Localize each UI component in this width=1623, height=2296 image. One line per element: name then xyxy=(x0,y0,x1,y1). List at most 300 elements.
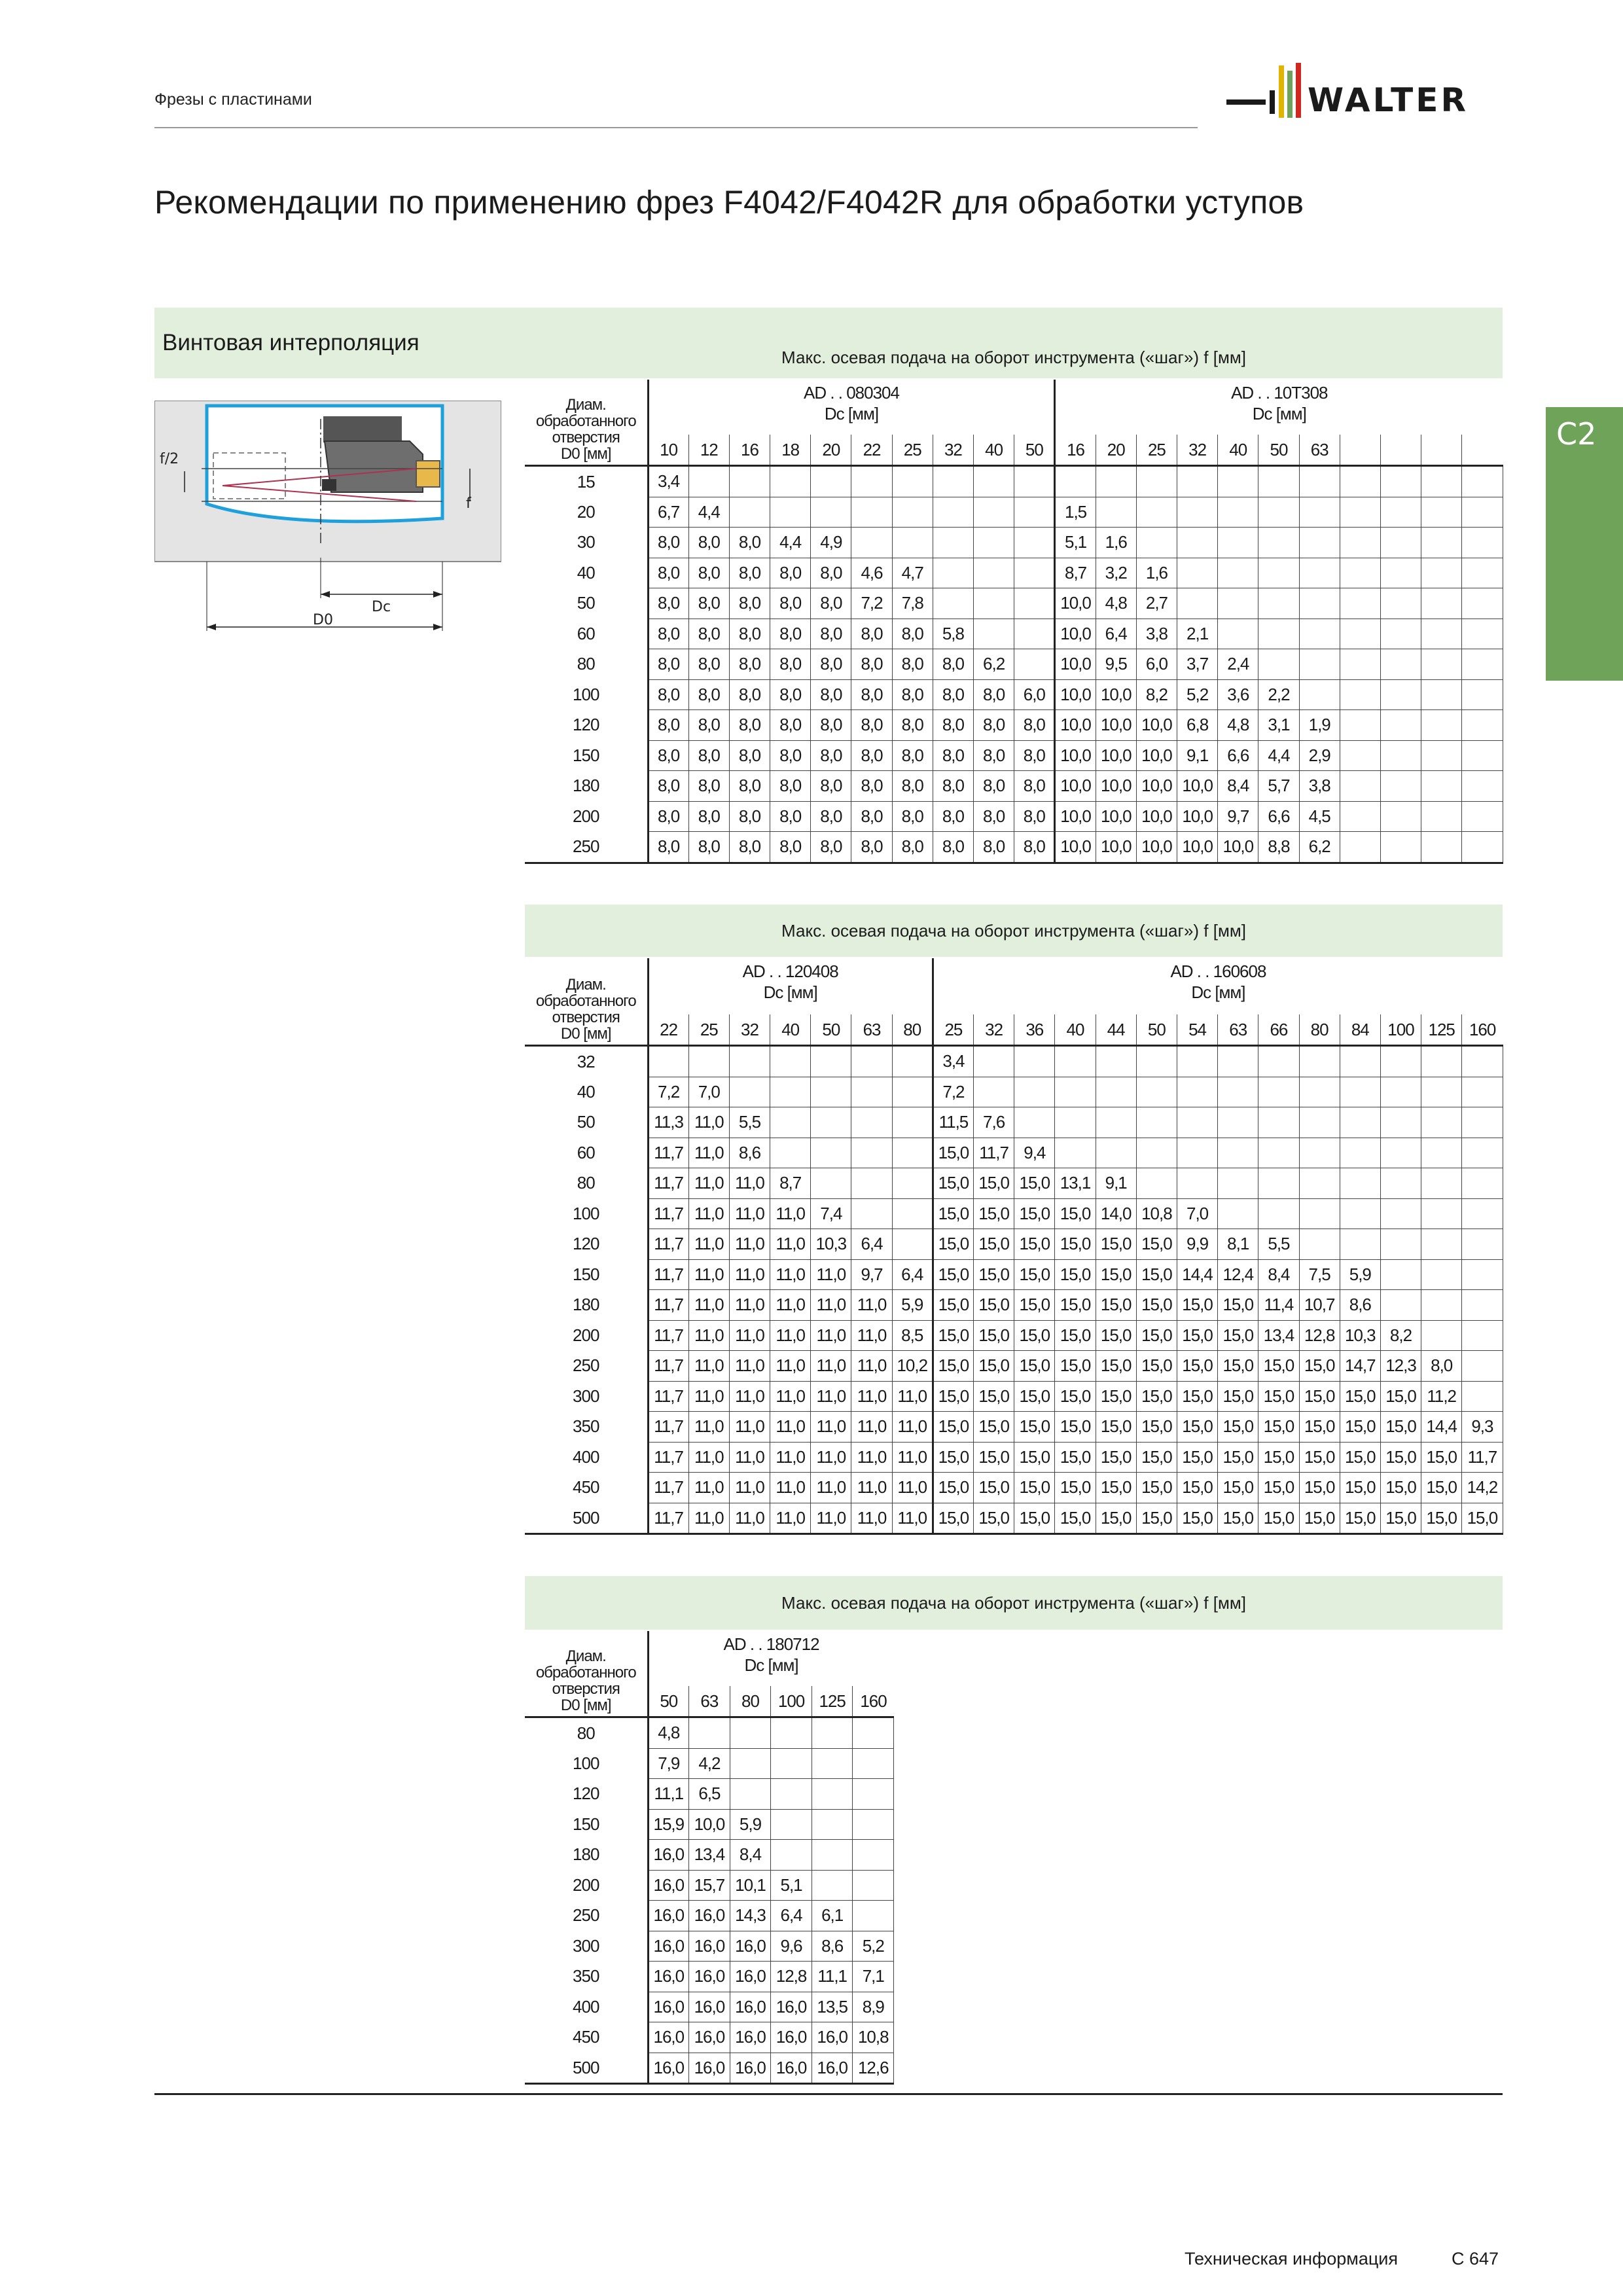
feed-value-cell: 11,0 xyxy=(892,1473,933,1503)
feed-value-cell: 10,3 xyxy=(1340,1320,1380,1351)
feed-value-cell: 15,0 xyxy=(1014,1198,1055,1229)
dc-column-header: 50 xyxy=(811,1014,851,1046)
feed-value-cell: 11,0 xyxy=(688,1107,729,1138)
row-d0: 20 xyxy=(525,497,648,528)
feed-value-cell: 8,0 xyxy=(811,588,851,619)
table-row xyxy=(525,1198,1503,1229)
row-header-label: Диам. обработанного отверстия D0 [мм] xyxy=(525,1631,648,1717)
feed-value-cell xyxy=(853,1840,894,1871)
feed-value-cell: 8,0 xyxy=(770,710,811,741)
feed-value-cell xyxy=(933,497,973,528)
feed-value-cell xyxy=(1258,497,1299,528)
feed-value-cell xyxy=(1258,1077,1299,1107)
dc-column-header: 50 xyxy=(1258,435,1299,466)
feed-value-cell xyxy=(688,1046,729,1077)
feed-value-cell: 5,9 xyxy=(730,1809,771,1840)
row-d0: 500 xyxy=(525,2053,648,2084)
feed-value-cell xyxy=(1421,1107,1462,1138)
feed-value-cell xyxy=(771,1748,812,1779)
feed-value-cell: 15,0 xyxy=(1055,1229,1096,1260)
feed-value-cell xyxy=(1177,1077,1217,1107)
chapter-tab xyxy=(1546,407,1623,681)
feed-value-cell xyxy=(1014,558,1055,588)
feed-value-cell: 15,0 xyxy=(1136,1473,1177,1503)
feed-value-cell xyxy=(1299,1198,1340,1229)
feed-value-cell: 8,0 xyxy=(1014,801,1055,832)
row-d0: 400 xyxy=(525,1442,648,1473)
feed-value-cell: 16,0 xyxy=(730,1992,771,2022)
feed-value-cell: 8,0 xyxy=(811,710,851,741)
feed-value-cell: 15,0 xyxy=(1055,1198,1096,1229)
feed-value-cell: 2,7 xyxy=(1136,588,1177,619)
feed-value-cell: 11,0 xyxy=(729,1442,770,1473)
feed-value-cell: 8,0 xyxy=(1421,1351,1462,1382)
feed-value-cell xyxy=(1421,466,1462,497)
feed-value-cell: 11,0 xyxy=(729,1259,770,1290)
feed-value-cell: 8,0 xyxy=(648,649,688,680)
feed-value-cell xyxy=(1462,466,1503,497)
feed-value-cell: 15,0 xyxy=(1218,1351,1258,1382)
feed-value-cell: 8,0 xyxy=(851,740,892,771)
feed-value-cell xyxy=(1177,1168,1217,1199)
feed-value-cell: 8,0 xyxy=(648,832,688,863)
feed-value-cell xyxy=(1096,1138,1136,1168)
feed-value-cell xyxy=(771,1717,812,1749)
feed-value-cell: 11,0 xyxy=(811,1442,851,1473)
feed-value-cell: 15,0 xyxy=(1055,1503,1096,1534)
feed-table xyxy=(525,958,1503,1535)
feed-value-cell xyxy=(1421,497,1462,528)
feed-value-cell xyxy=(974,1046,1014,1077)
table-row xyxy=(525,1107,1503,1138)
feed-value-cell: 11,0 xyxy=(851,1351,892,1382)
dc-column-header: 32 xyxy=(933,435,973,466)
feed-value-cell xyxy=(1421,1229,1462,1260)
feed-value-cell: 15,0 xyxy=(1055,1290,1096,1321)
feed-value-cell: 11,7 xyxy=(648,1229,688,1260)
feed-value-cell xyxy=(811,466,851,497)
feed-value-cell: 2,9 xyxy=(1299,740,1340,771)
feed-value-cell xyxy=(1218,497,1258,528)
feed-value-cell: 7,1 xyxy=(853,1962,894,1992)
feed-value-cell xyxy=(1421,1320,1462,1351)
feed-value-cell: 15,0 xyxy=(1096,1442,1136,1473)
feed-value-cell xyxy=(1218,1138,1258,1168)
dc-column-header: 160 xyxy=(853,1686,894,1717)
feed-value-cell: 15,0 xyxy=(1055,1351,1096,1382)
feed-value-cell: 9,4 xyxy=(1014,1138,1055,1168)
feed-value-cell: 11,0 xyxy=(851,1290,892,1321)
feed-value-cell: 15,0 xyxy=(1218,1503,1258,1534)
table-row xyxy=(525,1931,894,1962)
feed-value-cell xyxy=(730,1748,771,1779)
feed-value-cell xyxy=(1462,1107,1503,1138)
feed-value-cell: 16,0 xyxy=(771,2022,812,2053)
feed-value-cell: 8,0 xyxy=(688,710,729,741)
feed-value-cell: 15,0 xyxy=(1055,1259,1096,1290)
feed-value-cell: 15,0 xyxy=(1136,1351,1177,1382)
feed-value-cell: 8,0 xyxy=(974,679,1014,710)
dc-column-header: 125 xyxy=(812,1686,853,1717)
feed-value-cell: 10,8 xyxy=(853,2022,894,2053)
feed-value-cell: 8,0 xyxy=(974,771,1014,802)
feed-value-cell: 6,7 xyxy=(648,497,688,528)
feed-value-cell: 15,0 xyxy=(1380,1381,1421,1412)
feed-value-cell: 8,0 xyxy=(851,649,892,680)
feed-value-cell: 5,1 xyxy=(771,1870,812,1901)
feed-value-cell: 8,0 xyxy=(892,832,933,863)
feed-value-cell: 10,8 xyxy=(1136,1198,1177,1229)
feed-value-cell xyxy=(811,497,851,528)
row-d0: 15 xyxy=(525,466,648,497)
feed-value-cell xyxy=(1380,1077,1421,1107)
feed-value-cell: 12,3 xyxy=(1380,1351,1421,1382)
feed-value-cell: 15,0 xyxy=(1177,1412,1217,1443)
feed-value-cell xyxy=(1014,497,1055,528)
feed-value-cell: 10,0 xyxy=(1055,771,1096,802)
feed-value-cell: 8,0 xyxy=(729,558,770,588)
feed-value-cell xyxy=(851,1077,892,1107)
feed-value-cell xyxy=(974,497,1014,528)
feed-value-cell xyxy=(1340,649,1380,680)
feed-value-cell xyxy=(1258,649,1299,680)
feed-value-cell xyxy=(851,1168,892,1199)
feed-value-cell: 8,0 xyxy=(688,649,729,680)
dc-column-header: 160 xyxy=(1462,1014,1503,1046)
feed-value-cell: 8,9 xyxy=(853,1992,894,2022)
row-d0: 500 xyxy=(525,1503,648,1534)
feed-value-cell xyxy=(1055,466,1096,497)
feed-value-cell: 15,0 xyxy=(974,1198,1014,1229)
feed-value-cell: 11,7 xyxy=(648,1198,688,1229)
dc-column-header: 25 xyxy=(933,1014,973,1046)
row-d0: 200 xyxy=(525,801,648,832)
feed-value-cell: 15,0 xyxy=(1299,1442,1340,1473)
feed-value-cell xyxy=(1340,679,1380,710)
feed-value-cell: 5,2 xyxy=(853,1931,894,1962)
feed-value-cell: 15,0 xyxy=(1177,1320,1217,1351)
feed-value-cell: 8,7 xyxy=(1055,558,1096,588)
feed-value-cell xyxy=(1136,497,1177,528)
feed-value-cell: 5,7 xyxy=(1258,771,1299,802)
feed-value-cell: 15,0 xyxy=(1177,1381,1217,1412)
feed-value-cell: 15,0 xyxy=(1014,1412,1055,1443)
dc-column-header: 63 xyxy=(689,1686,730,1717)
feed-value-cell: 10,0 xyxy=(1055,832,1096,863)
helical-interpolation-diagram xyxy=(154,401,501,643)
feed-value-cell xyxy=(1014,619,1055,649)
feed-value-cell xyxy=(851,466,892,497)
feed-value-cell xyxy=(1380,649,1421,680)
feed-value-cell xyxy=(1299,1046,1340,1077)
feed-value-cell xyxy=(1421,619,1462,649)
feed-value-cell xyxy=(1380,771,1421,802)
dc-column-header: 32 xyxy=(974,1014,1014,1046)
feed-value-cell: 4,5 xyxy=(1299,801,1340,832)
dc-column-header: 22 xyxy=(648,1014,688,1046)
feed-value-cell: 15,0 xyxy=(1014,1259,1055,1290)
feed-value-cell: 5,2 xyxy=(1177,679,1218,710)
feed-value-cell: 8,0 xyxy=(648,679,688,710)
table-row xyxy=(525,1901,894,1931)
table-row xyxy=(525,710,1503,741)
feed-value-cell xyxy=(851,497,892,528)
feed-value-cell: 15,0 xyxy=(1014,1473,1055,1503)
feed-value-cell: 15,0 xyxy=(933,1412,973,1443)
feed-value-cell: 8,0 xyxy=(933,740,973,771)
feed-value-cell xyxy=(1177,528,1218,558)
feed-value-cell: 15,0 xyxy=(1299,1473,1340,1503)
feed-value-cell: 15,0 xyxy=(1014,1381,1055,1412)
feed-value-cell xyxy=(1177,1107,1217,1138)
feed-value-cell xyxy=(1462,1290,1503,1321)
feed-value-cell: 15,0 xyxy=(1096,1351,1136,1382)
feed-value-cell: 10,0 xyxy=(1055,740,1096,771)
feed-value-cell xyxy=(1177,497,1218,528)
feed-value-cell: 14,4 xyxy=(1177,1259,1217,1290)
feed-value-cell: 8,0 xyxy=(729,528,770,558)
feed-value-cell xyxy=(1340,740,1380,771)
feed-value-cell xyxy=(812,1748,853,1779)
feed-value-cell xyxy=(1340,1168,1380,1199)
feed-value-cell xyxy=(1299,558,1340,588)
feed-value-cell xyxy=(853,1779,894,1810)
feed-value-cell: 11,0 xyxy=(688,1198,729,1229)
feed-value-cell xyxy=(1136,528,1177,558)
feed-value-cell: 10,0 xyxy=(1096,710,1136,741)
row-d0: 32 xyxy=(525,1046,648,1077)
feed-value-cell: 11,2 xyxy=(1421,1381,1462,1412)
table-row xyxy=(525,466,1503,497)
feed-value-cell: 10,0 xyxy=(1218,832,1258,863)
feed-value-cell: 9,1 xyxy=(1177,740,1218,771)
feed-value-cell xyxy=(892,466,933,497)
feed-value-cell: 1,6 xyxy=(1096,528,1136,558)
feed-value-cell xyxy=(1299,1107,1340,1138)
feed-value-cell: 9,7 xyxy=(1218,801,1258,832)
row-d0: 350 xyxy=(525,1412,648,1443)
feed-value-cell: 16,0 xyxy=(812,2022,853,2053)
feed-value-cell xyxy=(1299,1138,1340,1168)
feed-value-cell: 11,0 xyxy=(688,1290,729,1321)
row-d0: 150 xyxy=(525,1259,648,1290)
feed-value-cell: 15,0 xyxy=(933,1198,973,1229)
feed-value-cell: 11,0 xyxy=(688,1320,729,1351)
feed-value-cell xyxy=(1055,1046,1096,1077)
feed-value-cell: 8,0 xyxy=(933,679,973,710)
feed-value-cell: 10,7 xyxy=(1299,1290,1340,1321)
feed-value-cell xyxy=(933,558,973,588)
feed-value-cell: 8,0 xyxy=(892,771,933,802)
row-d0: 250 xyxy=(525,1351,648,1382)
feed-value-cell: 8,0 xyxy=(770,832,811,863)
table-row xyxy=(525,1870,894,1901)
feed-value-cell: 11,0 xyxy=(811,1381,851,1412)
feed-value-cell: 8,0 xyxy=(729,679,770,710)
feed-value-cell xyxy=(933,466,973,497)
feed-value-cell: 15,0 xyxy=(1340,1503,1380,1534)
feed-value-cell: 10,0 xyxy=(1177,832,1218,863)
table-row xyxy=(525,1229,1503,1260)
header-rule xyxy=(154,127,1198,128)
feed-value-cell: 8,0 xyxy=(974,801,1014,832)
feed-value-cell: 8,5 xyxy=(892,1320,933,1351)
feed-value-cell xyxy=(853,1870,894,1901)
table-row xyxy=(525,801,1503,832)
feed-value-cell: 1,6 xyxy=(1136,558,1177,588)
feed-value-cell xyxy=(1462,710,1503,741)
feed-value-cell: 15,0 xyxy=(1299,1351,1340,1382)
label-dc: Dc xyxy=(372,599,391,615)
feed-value-cell: 8,4 xyxy=(1258,1259,1299,1290)
feed-value-cell: 11,0 xyxy=(892,1503,933,1534)
feed-value-cell xyxy=(1299,1229,1340,1260)
feed-value-cell: 15,0 xyxy=(974,1168,1014,1199)
feed-value-cell: 8,0 xyxy=(729,619,770,649)
feed-value-cell xyxy=(933,588,973,619)
row-d0: 100 xyxy=(525,1198,648,1229)
feed-value-cell: 5,8 xyxy=(933,619,973,649)
feed-value-cell: 8,2 xyxy=(1136,679,1177,710)
table-row xyxy=(525,1442,1503,1473)
feed-value-cell xyxy=(892,1077,933,1107)
feed-value-cell xyxy=(1462,1198,1503,1229)
feed-value-cell: 11,0 xyxy=(688,1381,729,1412)
feed-value-cell: 11,0 xyxy=(688,1473,729,1503)
feed-value-cell xyxy=(811,1107,851,1138)
row-d0: 150 xyxy=(525,740,648,771)
feed-value-cell: 15,0 xyxy=(1421,1503,1462,1534)
feed-value-cell xyxy=(1421,649,1462,680)
feed-value-cell xyxy=(648,1046,688,1077)
feed-value-cell xyxy=(1340,528,1380,558)
feed-value-cell: 11,7 xyxy=(648,1320,688,1351)
feed-value-cell xyxy=(1380,801,1421,832)
row-d0: 100 xyxy=(525,679,648,710)
feed-value-cell: 8,0 xyxy=(729,649,770,680)
feed-value-cell: 8,1 xyxy=(1218,1229,1258,1260)
feed-value-cell: 10,0 xyxy=(1177,801,1218,832)
feed-value-cell: 8,0 xyxy=(688,679,729,710)
feed-value-cell xyxy=(1218,466,1258,497)
feed-value-cell: 15,0 xyxy=(1340,1473,1380,1503)
feed-value-cell xyxy=(812,1779,853,1810)
insert-group-header: AD . . 120408 Dc [мм] xyxy=(648,958,933,1014)
feed-value-cell: 15,0 xyxy=(1421,1442,1462,1473)
feed-value-cell: 6,5 xyxy=(689,1779,730,1810)
feed-value-cell xyxy=(892,1198,933,1229)
feed-value-cell: 11,0 xyxy=(729,1412,770,1443)
feed-value-cell: 11,0 xyxy=(729,1320,770,1351)
feed-value-cell xyxy=(1055,1107,1096,1138)
feed-value-cell: 11,0 xyxy=(729,1229,770,1260)
table-row xyxy=(525,1473,1503,1503)
feed-value-cell: 3,4 xyxy=(648,466,688,497)
feed-value-cell: 15,0 xyxy=(1014,1503,1055,1534)
feed-value-cell: 8,0 xyxy=(1014,740,1055,771)
feed-value-cell xyxy=(1299,619,1340,649)
table-row xyxy=(525,1748,894,1779)
feed-value-cell xyxy=(853,1717,894,1749)
table-row xyxy=(525,1046,1503,1077)
feed-value-cell: 11,7 xyxy=(648,1381,688,1412)
feed-value-cell: 12,8 xyxy=(1299,1320,1340,1351)
dc-column-header: 32 xyxy=(1177,435,1218,466)
dc-column-header: 100 xyxy=(1380,1014,1421,1046)
feed-value-cell: 15,0 xyxy=(974,1229,1014,1260)
feed-value-cell: 13,1 xyxy=(1055,1168,1096,1199)
feed-value-cell: 8,0 xyxy=(688,528,729,558)
feed-value-cell xyxy=(1421,1290,1462,1321)
feed-value-cell xyxy=(853,1809,894,1840)
header-category: Фрезы с пластинами xyxy=(154,90,312,109)
feed-value-cell: 6,6 xyxy=(1258,801,1299,832)
dc-column-header: 40 xyxy=(1218,435,1258,466)
feed-value-cell xyxy=(1014,588,1055,619)
feed-value-cell xyxy=(1340,466,1380,497)
feed-value-cell: 15,0 xyxy=(933,1473,973,1503)
feed-value-cell xyxy=(1462,1077,1503,1107)
feed-value-cell: 15,0 xyxy=(1299,1503,1340,1534)
table-row xyxy=(525,1290,1503,1321)
row-header-label: Диам. обработанного отверстия D0 [мм] xyxy=(525,958,648,1046)
feed-value-cell: 5,5 xyxy=(729,1107,770,1138)
feed-value-cell: 11,0 xyxy=(729,1168,770,1199)
feed-value-cell: 16,0 xyxy=(689,1901,730,1931)
feed-value-cell: 8,0 xyxy=(729,710,770,741)
feed-value-cell: 15,0 xyxy=(1055,1412,1096,1443)
feed-value-cell: 15,0 xyxy=(1055,1320,1096,1351)
walter-logo xyxy=(1226,62,1501,130)
feed-value-cell: 11,1 xyxy=(812,1962,853,1992)
feed-value-cell: 15,0 xyxy=(1299,1381,1340,1412)
feed-value-cell xyxy=(1177,558,1218,588)
feed-value-cell: 8,6 xyxy=(729,1138,770,1168)
feed-value-cell: 11,0 xyxy=(892,1442,933,1473)
feed-value-cell: 8,0 xyxy=(648,588,688,619)
feed-value-cell: 15,0 xyxy=(1096,1503,1136,1534)
feed-value-cell: 11,0 xyxy=(688,1229,729,1260)
feed-value-cell xyxy=(770,497,811,528)
feed-value-cell: 15,0 xyxy=(933,1503,973,1534)
feed-value-cell xyxy=(770,1138,811,1168)
feed-value-cell: 8,6 xyxy=(812,1931,853,1962)
feed-value-cell xyxy=(892,528,933,558)
feed-value-cell: 3,8 xyxy=(1299,771,1340,802)
row-d0: 120 xyxy=(525,1779,648,1810)
feed-value-cell: 10,0 xyxy=(1177,771,1218,802)
row-d0: 50 xyxy=(525,588,648,619)
table-row xyxy=(525,1077,1503,1107)
feed-value-cell xyxy=(892,1168,933,1199)
feed-value-cell xyxy=(892,1046,933,1077)
feed-value-cell: 15,0 xyxy=(974,1351,1014,1382)
feed-value-cell xyxy=(1462,1259,1503,1290)
feed-value-cell: 14,0 xyxy=(1096,1198,1136,1229)
feed-value-cell xyxy=(1380,832,1421,863)
feed-value-cell xyxy=(1462,497,1503,528)
feed-value-cell xyxy=(1380,528,1421,558)
dc-column-header xyxy=(1340,435,1380,466)
insert-group-header: AD . . 10T308 Dc [мм] xyxy=(1055,380,1503,435)
feed-value-cell xyxy=(1299,588,1340,619)
feed-value-cell xyxy=(1421,801,1462,832)
feed-value-cell: 8,0 xyxy=(648,619,688,649)
feed-value-cell: 11,0 xyxy=(851,1473,892,1503)
feed-value-cell: 8,0 xyxy=(729,588,770,619)
feed-value-cell xyxy=(1380,1168,1421,1199)
feed-value-cell xyxy=(770,1077,811,1107)
